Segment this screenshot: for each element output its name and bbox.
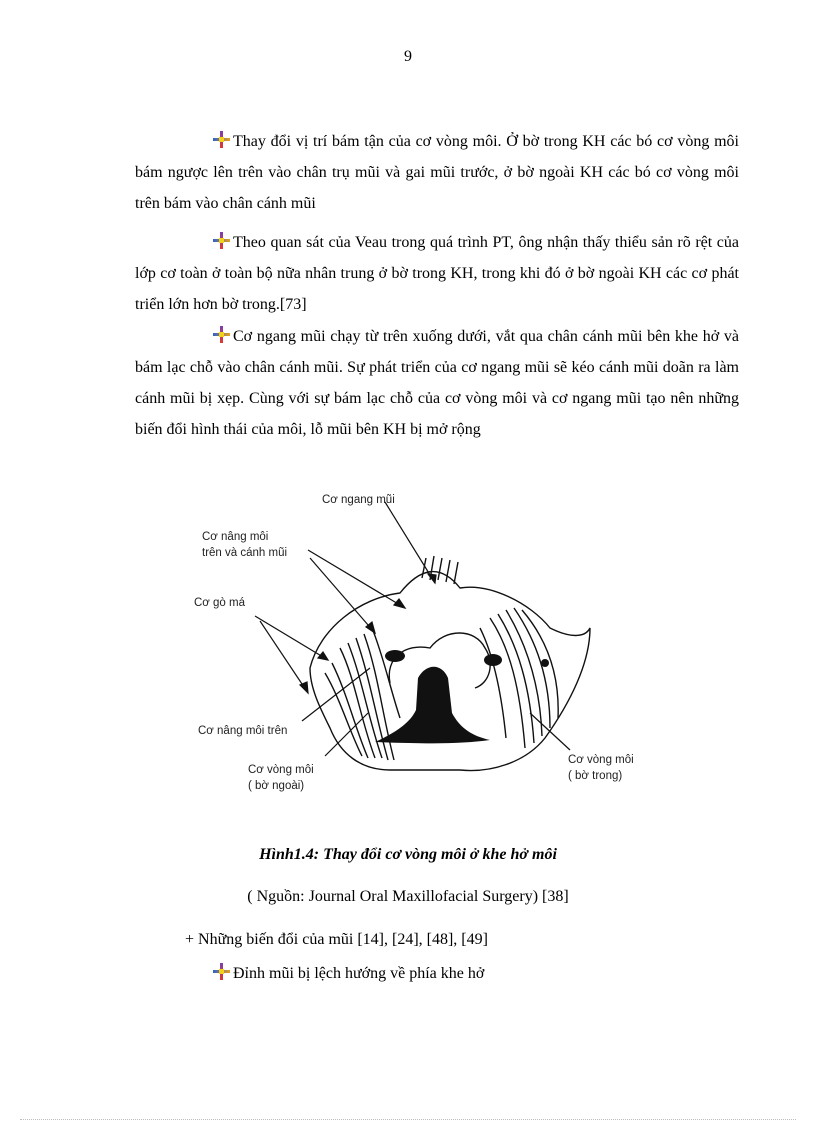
paragraph-2-text: Theo quan sát của Veau trong quá trình PT, ông nhận thấy thiểu sản rõ rệt của lớp cơ toàn ở toàn bộ nữa nhân trung ở bờ trong KH, trong khi đó ở bờ ngoài KH các cơ phát triển lớn hơn bờ trong.[73] xyxy=(135,234,739,313)
paragraph-3-text: Cơ ngang mũi chạy từ trên xuống dưới, vắt qua chân cánh mũi bên khe hở và bám lạc chỗ vào chân cánh mũi. Sự phát triển của cơ ngang mũi sẽ kéo cánh mũi doãn ra làm cánh mũi bị xẹp. Cùng với sự bám lạc chỗ của cơ vòng môi và cơ ngang mũi tạo nên những biến đổi hình thái của môi, lỗ mũi bên KH bị mở rộng xyxy=(135,328,739,438)
label-co-nang-moi-tren: Cơ nâng môi trên xyxy=(198,725,288,737)
cleft-lip-muscle-figure xyxy=(190,488,650,808)
paragraph-1 xyxy=(135,126,739,219)
star-bullet-icon xyxy=(213,963,230,980)
label-co-vong-moi-bo-ngoai-line2: ( bờ ngoài) xyxy=(248,780,305,792)
star-bullet-icon xyxy=(213,131,230,148)
figure-source: ( Nguồn: Journal Oral Maxillofacial Surgery) [38] xyxy=(247,888,569,905)
figure-caption: Hình1.4: Thay đổi cơ vòng môi ở khe hở môi xyxy=(259,846,557,863)
paragraph-2 xyxy=(135,227,739,320)
label-co-vong-moi-bo-trong-line2: ( bờ trong) xyxy=(568,770,623,782)
label-co-nang-moi-tren-va-canh-mui-line2: trên và cánh mũi xyxy=(202,547,288,559)
label-co-vong-moi-bo-ngoai-line1: Cơ vòng môi xyxy=(248,764,314,776)
list-bullet-item xyxy=(213,963,484,983)
label-co-go-ma: Cơ gò má xyxy=(194,597,246,609)
page-bottom-rule xyxy=(20,1119,796,1120)
label-co-vong-moi-bo-trong-line1: Cơ vòng môi xyxy=(568,754,634,766)
list-plus-item: + Những biến đổi của mũi [14], [24], [48], [49] xyxy=(185,931,488,948)
star-bullet-icon xyxy=(213,326,230,343)
label-co-nang-moi-tren-va-canh-mui-line1: Cơ nâng môi xyxy=(202,531,269,543)
paragraph-1-text: Thay đổi vị trí bám tận của cơ vòng môi. Ở bờ trong KH các bó cơ vòng môi bám ngược lên trên vào chân trụ mũi và gai mũi trước, ở bờ ngoài KH các bó cơ vòng môi trên bám vào chân cánh mũi xyxy=(135,133,739,212)
star-bullet-icon xyxy=(213,232,230,249)
list-bullet-text: Đỉnh mũi bị lệch hướng về phía khe hở xyxy=(233,965,485,982)
label-co-ngang-mui: Cơ ngang mũi xyxy=(322,494,395,506)
paragraph-3 xyxy=(135,321,739,445)
page-number: 9 xyxy=(404,48,412,65)
